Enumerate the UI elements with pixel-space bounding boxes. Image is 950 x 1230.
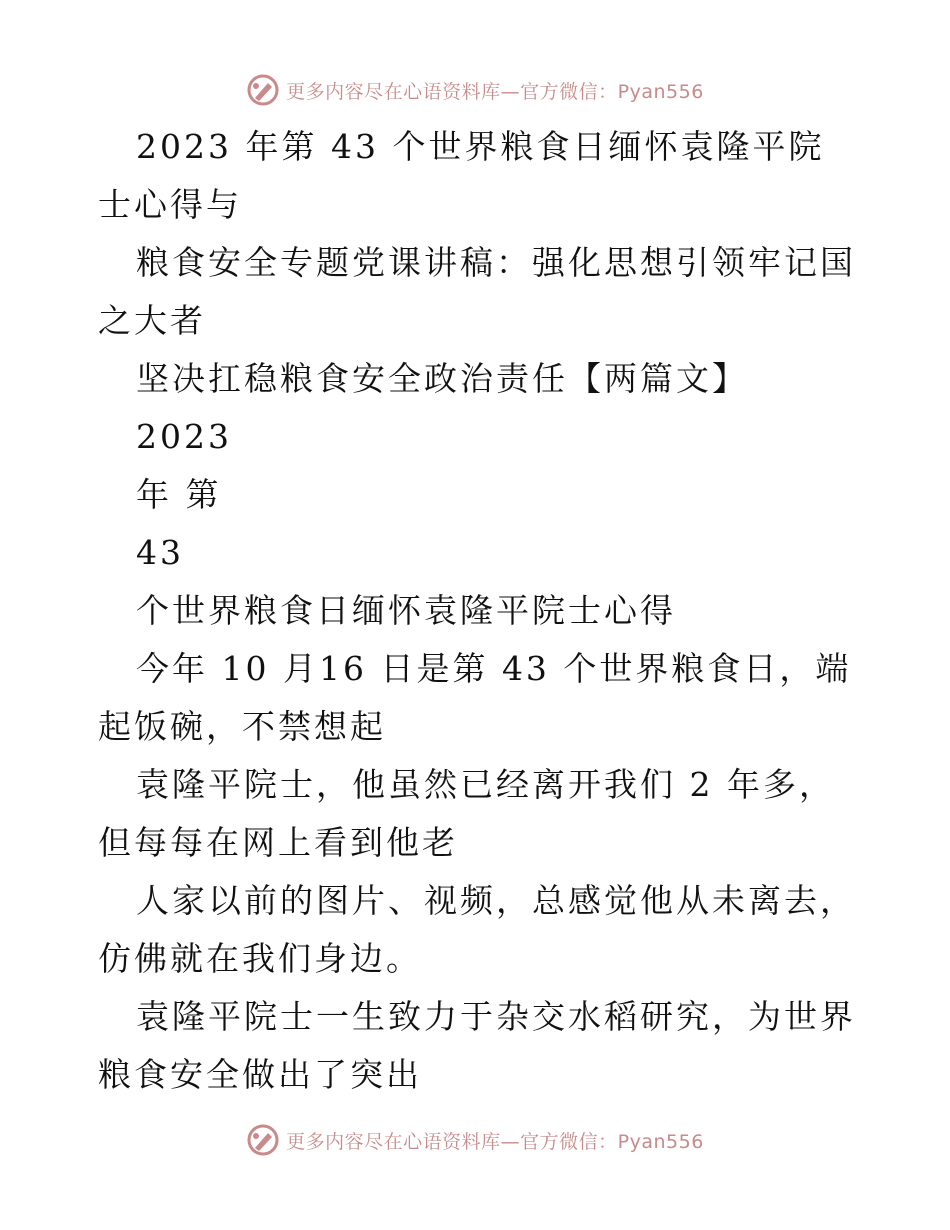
footer-watermark (0, 1120, 950, 1160)
header-watermark (0, 70, 950, 110)
paragraph: 粮食安全专题党课讲稿：强化思想引领牢记国之大者 (98, 243, 856, 340)
document-body (98, 118, 858, 1104)
paragraph: 今年 10 月16 日是第 43 个世界粮食日，端起饭碗，不禁想起 (98, 649, 852, 746)
paragraph: 袁隆平院士，他虽然已经离开我们 2 年多，但每每在网上看到他老 (98, 765, 835, 862)
paragraph: 人家以前的图片、视频，总感觉他从未离去，仿佛就在我们身边。 (98, 881, 856, 978)
watermark-text: 更多内容尽在心语资料库—官方微信：Pyan556 (286, 1130, 704, 1153)
watermark-text: 更多内容尽在心语资料库—官方微信：Pyan556 (286, 80, 704, 103)
paragraph: 2023 年第 43 个世界粮食日缅怀袁隆平院士心得与 (98, 127, 825, 224)
paragraph: 袁隆平院士一生致力于杂交水稻研究，为世界粮食安全做出了突出 (98, 997, 856, 1094)
pen-logo-icon (246, 73, 280, 107)
pen-logo-icon (246, 1123, 280, 1157)
paragraph: 2023 (136, 417, 232, 456)
paragraph: 个世界粮食日缅怀袁隆平院士心得 (136, 591, 676, 630)
paragraph: 年 第 (136, 475, 222, 514)
paragraph: 43 (136, 533, 184, 572)
paragraph: 坚决扛稳粮食安全政治责任【两篇文】 (136, 359, 748, 398)
